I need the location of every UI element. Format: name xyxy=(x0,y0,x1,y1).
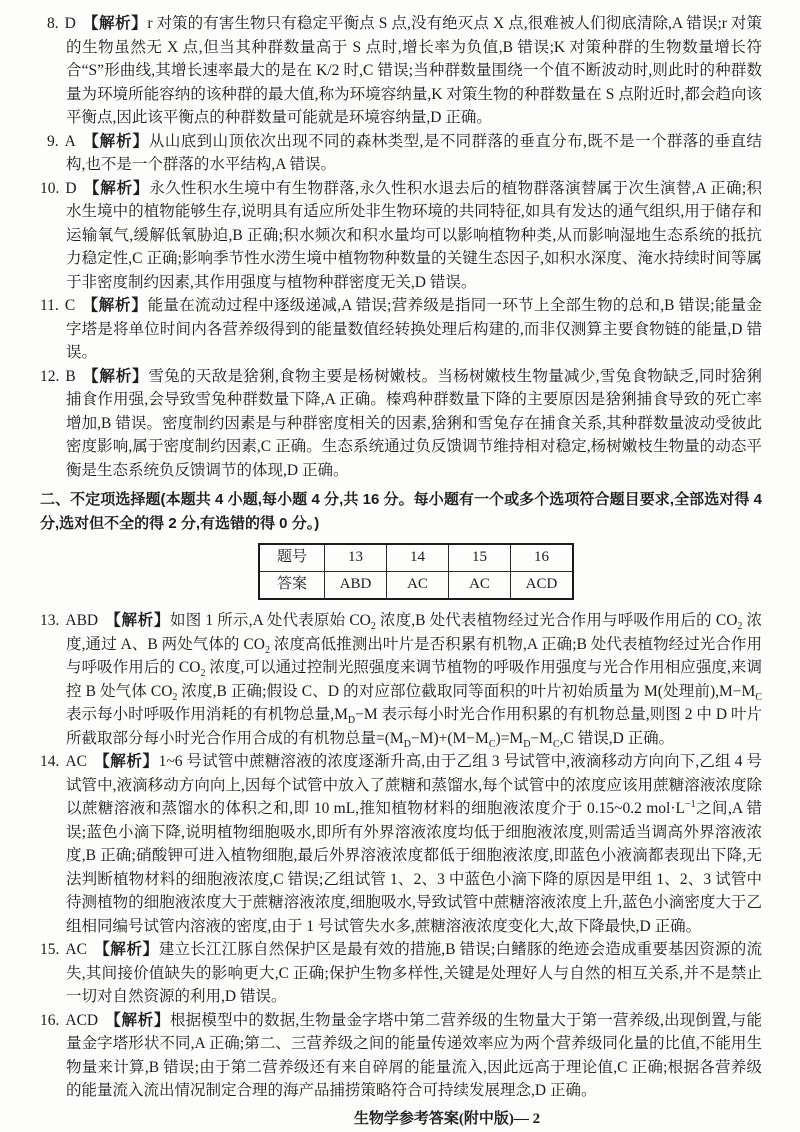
analysis-tag: 【解析】 xyxy=(93,753,159,770)
answer-cell: AC xyxy=(449,572,511,600)
question-number: 12. xyxy=(40,367,60,385)
analysis-tag: 【解析】 xyxy=(82,132,149,150)
question-number-cell: 16 xyxy=(511,544,574,572)
analysis-tag: 【解析】 xyxy=(83,179,150,197)
table-row-answers xyxy=(259,572,573,600)
question-11 xyxy=(40,294,762,365)
analysis-tag: 【解析】 xyxy=(82,367,149,385)
question-number: 8. xyxy=(47,15,59,32)
question-answer: ABD xyxy=(65,612,99,629)
question-13 xyxy=(40,609,762,750)
analysis-tag: 【解析】 xyxy=(93,941,159,958)
analysis-text: r 对策的有害生物只有稳定平衡点 S 点,没有绝灭点 X 点,很难被人们彻底清除,A 错误;r 对策的生物虽然无 X 点,但当其种群数量高于 S 点时,增长率为负值,B 错误;K 对策种群的生物数量增长符合“S”形曲线,其增长速率最大的是在 K/2 时,C 错误;当种群数量围绕一个值不断波动时,则此时的种群数量为环境所能容纳的该种群的最大值,称为环境容纳量,K 对策生物的种群数量在 S 点附近时,都会趋向该平衡点,因此该平衡点的种群数量可能就是环境容纳量,D 正确。 xyxy=(66,15,762,126)
question-answer: D xyxy=(65,179,77,197)
question-answer: D xyxy=(64,15,76,32)
question-12 xyxy=(40,365,762,483)
question-number: 13. xyxy=(40,612,60,629)
analysis-text: 雪兔的天敌是猞猁,食物主要是杨树嫩枝。当杨树嫩枝生物量减少,雪兔食物缺乏,同时猞猁捕食作用强,会导致雪兔种群数量下降,A 正确。榛鸡种群数量下降的主要原因是猞猁捕食导致的死亡率增加,B 错误。密度制约因素是与种群密度相关的因素,猞猁和雪兔存在捕食关系,其种群数量波动受彼此密度影响,属于密度制约因素,C 正确。生态系统通过负反馈调节维持相对稳定,杨树嫩枝生物量的动态平衡是生态系统负反馈调节的体现,D 正确。 xyxy=(66,367,762,479)
page-footer: 生物学参考答案(附中版)— 2 xyxy=(353,1110,541,1127)
analysis-tag: 【解析】 xyxy=(105,612,171,629)
row-label-answer: 答案 xyxy=(259,572,325,600)
answer-table xyxy=(258,543,574,600)
analysis-tag: 【解析】 xyxy=(105,1011,170,1029)
answer-cell: ACD xyxy=(511,572,574,600)
analysis-text: 如图 1 所示,A 处代表原始 $CO_2$ 浓度,B 处代表植物经过光合作用与呼吸作用后的 $CO_2$ 浓度,通过 A、B 两处气体的 $CO_2$ 浓度高低推测出叶片是否积累有机物,A 正确;B 处代表植物经过光合作用与呼吸作用后的 $CO_2$ 浓度,可以通过控制光照强度来调节植物的呼吸作用强度与光合作用相应强度,来调控 B 处气体 $CO_2$ 浓度,B 正确;假设 C、D 的对应部位截取同等面积的叶片初始质量为 M(处理前)$,M-M_C$ 表示每小时呼吸作用消耗的有机物总量$,M_D-M$ 表示每小时光合作用积累的有机物总量,则图 2 中 D 叶片所截取部分每小时光合作用合成的有机物总量$=(M_D-M)+(M-M_C)=M_D-M_C,C$ 错误,D 正确。 xyxy=(66,612,762,750)
question-number: 15. xyxy=(40,941,60,958)
table-row-question-numbers xyxy=(259,544,573,572)
question-16 xyxy=(40,1009,762,1103)
question-answer: B xyxy=(65,367,76,385)
question-answer: C xyxy=(64,297,76,314)
question-number: 14. xyxy=(40,753,60,770)
question-number: 11. xyxy=(40,297,59,314)
question-15 xyxy=(40,938,762,1009)
analysis-text: 永久性积水生境中有生物群落,永久性积水退去后的植物群落演替属于次生演替,A 正确;积水生境中的植物能够生存,说明具有适应所处非生物环境的共同特征,如具有发达的通气组织,用于储存和运输氧气,缓解低氧胁迫,B 正确;积水频次和积水量均可以影响植物种类,从而影响湿地生态系统的抵抗力稳定性,C 正确;影响季节性水涝生境中植物物种数量的关键生态因子,如积水深度、淹水持续时间等属于非密度制约因素,其作用强度与植物种群密度无关,D 错误。 xyxy=(66,179,762,291)
question-answer: AC xyxy=(65,941,87,958)
question-number-cell: 15 xyxy=(449,544,511,572)
question-9 xyxy=(40,130,762,177)
question-answer: ACD xyxy=(65,1011,99,1029)
question-number-cell: 13 xyxy=(325,544,387,572)
question-number: 16. xyxy=(40,1011,60,1029)
analysis-text: 建立长江江豚自然保护区是最有效的措施,B 错误;白鳍豚的绝迹会造成重要基因资源的流失,其间接价值缺失的影响更大,C 正确;保护生物多样性,关键是处理好人与自然的相互关系,并不是禁止一切对自然资源的利用,D 错误。 xyxy=(66,941,762,1005)
analysis-text: 能量在流动过程中逐级递减,A 错误;营养级是指同一环节上全部生物的总和,B 错误;能量金字塔是将单位时间内各营养级得到的能量数值经转换处理后构建的,而非仅测算主要食物链的能量,D 错误。 xyxy=(66,297,762,361)
question-answer: AC xyxy=(65,753,87,770)
analysis-tag: 【解析】 xyxy=(82,15,148,32)
section-two-heading: 二、不定项选择题(本题共 4 小题,每小题 4 分,共 16 分。每小题有一个或多个选项符合题目要求,全部选对得 4 分,选对但不全的得 2 分,有选错的得 0 分。) xyxy=(40,491,762,532)
answer-cell: ABD xyxy=(325,572,387,600)
question-number-cell: 14 xyxy=(387,544,449,572)
question-number: 10. xyxy=(40,179,60,197)
row-label-question-number: 题号 xyxy=(259,544,325,572)
answer-cell: AC xyxy=(387,572,449,600)
question-10 xyxy=(40,177,762,295)
question-8 xyxy=(40,12,762,130)
question-14 xyxy=(40,750,762,938)
analysis-tag: 【解析】 xyxy=(82,297,148,314)
question-answer: A xyxy=(64,132,76,150)
analysis-text: 从山底到山顶依次出现不同的森林类型,是不同群落的垂直分布,既不是一个群落的垂直结构,也不是一个群落的水平结构,A 错误。 xyxy=(66,132,762,173)
analysis-text: 根据模型中的数据,生物量金字塔中第二营养级的生物量大于第一营养级,出现倒置,与能量金字塔形状不同,A 正确;第二、三营养级之间的能量传递效率应为两个营养级同化量的比值,不能用生物量来计算,B 错误;由于第二营养级还有来自碎屑的能量流入,因此远高于理论值,C 正确;根据各营养级的能量流入流出情况制定合理的海产品捕捞策略符合可持续发展理念,D 正确。 xyxy=(66,1011,762,1099)
analysis-text: 1~6 号试管中蔗糖溶液的浓度逐渐升高,由于乙组 3 号试管中,液滴移动方向向下,乙组 4 号试管中,液滴移动方向向上,因每个试管中放入了蔗糖和蒸馏水,每个试管中的浓度应该用蔗糖溶液浓度除以蔗糖溶液和蒸馏水的体积之和,即 10 mL,推知植物材料的细胞液浓度介于 0.15~0.2 $mol\cdot L^{-1}$之间,A 错误;蓝色小滴下降,说明植物细胞吸水,即所有外界溶液浓度均低于细胞液浓度,则需适当调高外界溶液浓度,B 正确;硝酸钾可进入植物细胞,最后外界溶液浓度都低于细胞液浓度,即蓝色小液滴都表现出下降,无法判断植物材料的细胞液浓度,C 错误;乙组试管 1、2、3 中蓝色小滴下降的原因是甲组 1、2、3 试管中待测植物的细胞液浓度大于蔗糖溶液浓度,细胞吸水,导致试管中蔗糖溶液浓度上升,蓝色小滴密度大于乙组相同编号试管内溶液的密度,由于 1 号试管失水多,蔗糖溶液浓度变化大,故下降最快,D 正确。 xyxy=(66,753,762,935)
question-number: 9. xyxy=(47,132,59,150)
